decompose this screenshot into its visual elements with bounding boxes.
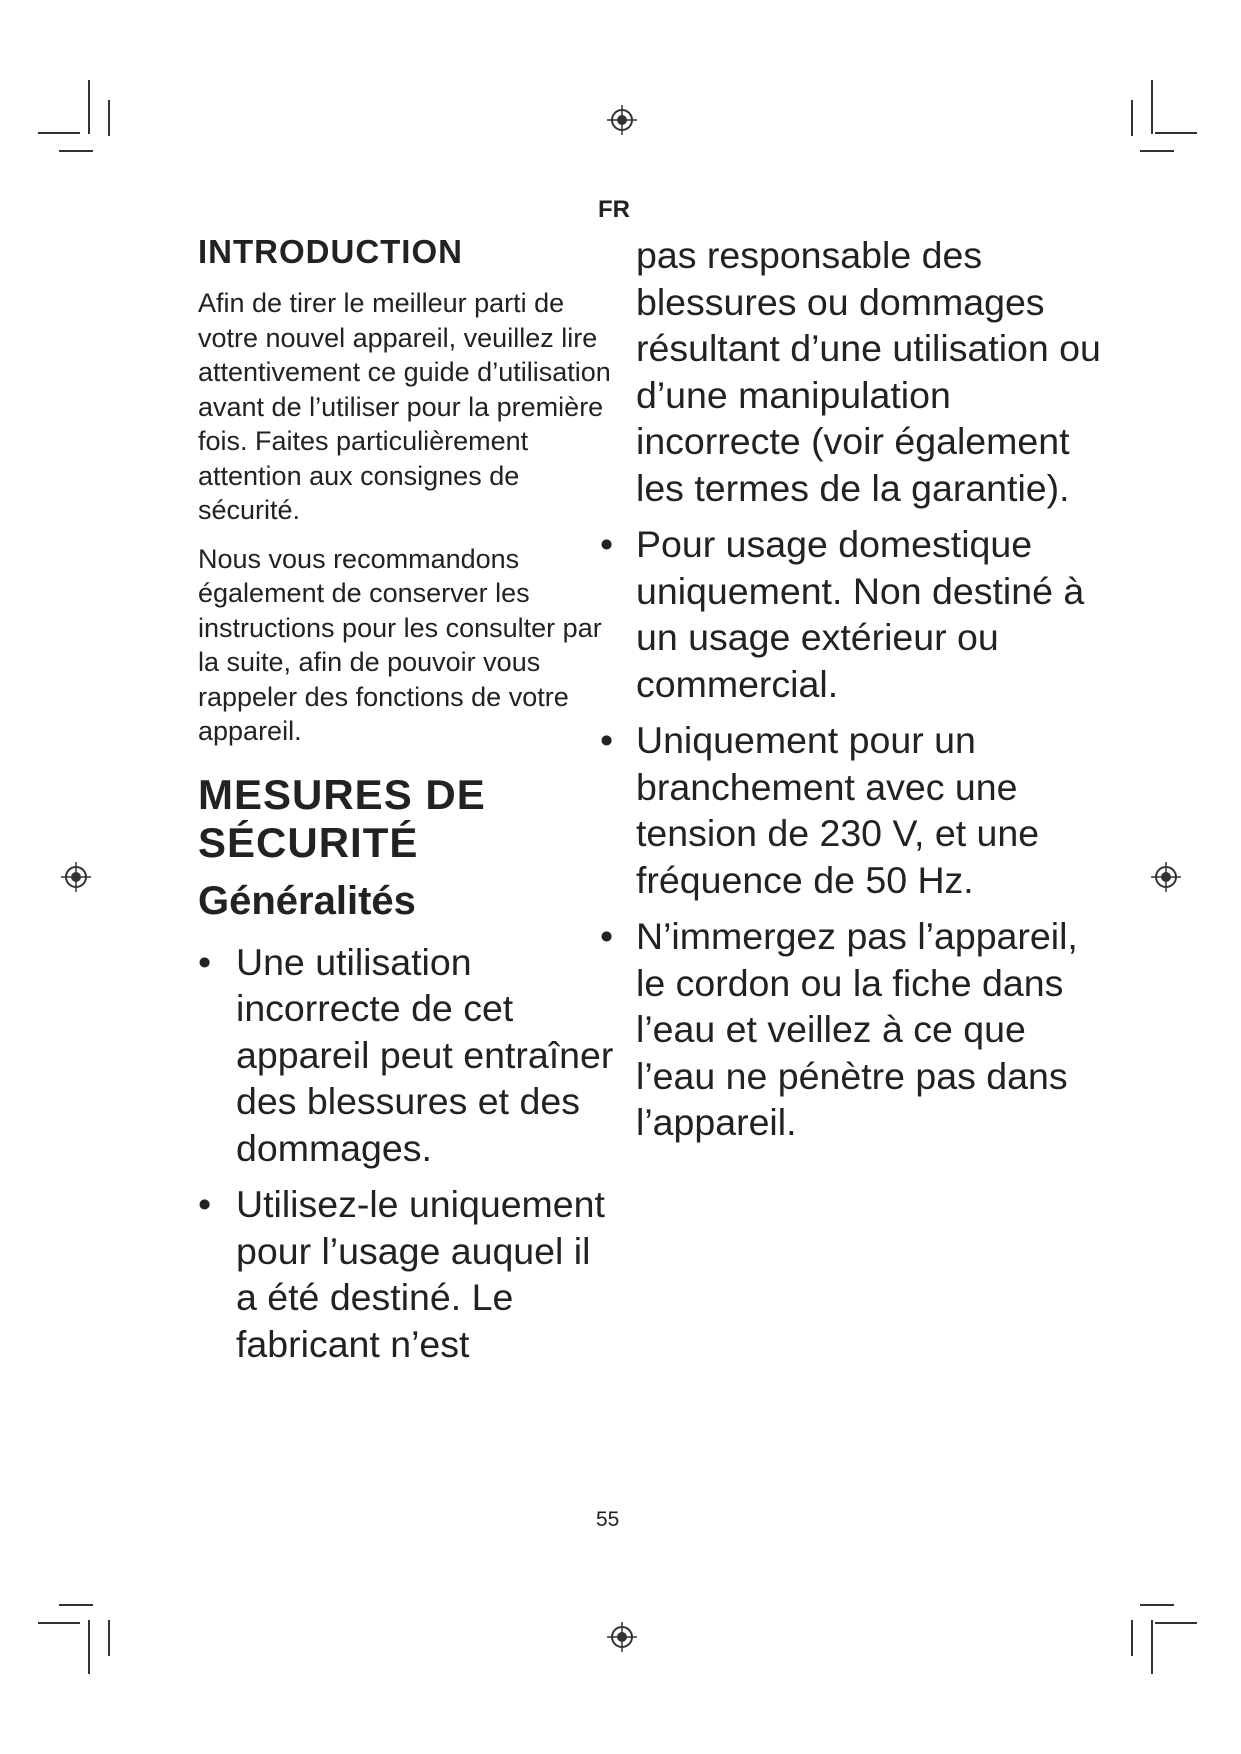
- crop-mark: [59, 1604, 93, 1606]
- left-column: [198, 232, 618, 1377]
- list-item: [600, 521, 1106, 707]
- registration-mark-icon: [607, 1622, 637, 1652]
- list-item: [198, 1181, 618, 1367]
- crop-mark: [88, 80, 90, 134]
- crop-mark: [1131, 1620, 1133, 1656]
- list-item: [600, 913, 1106, 1146]
- crop-mark: [59, 150, 93, 152]
- intro-paragraph: Afin de tirer le meilleur parti de votre nouvel appareil, veuillez lire attentivement ce guide d’utilisation avant de l’utiliser pour la première fois. Faites particulièrement attention aux consignes de sécurité.: [198, 288, 611, 525]
- crop-mark: [38, 1622, 80, 1624]
- crop-mark: [1155, 132, 1197, 134]
- crop-mark: [1140, 1604, 1174, 1606]
- list-item-text: Pour usage domestique uniquement. Non destiné à un usage extérieur ou commercial.: [636, 523, 1085, 705]
- crop-mark: [1151, 1620, 1153, 1674]
- list-item-text: Utilisez-le uniquement pour l’usage auquel il a été destiné. Le fabricant n’est: [236, 1183, 605, 1365]
- crop-mark: [108, 1620, 110, 1656]
- registration-mark-icon: [61, 862, 91, 892]
- list-item-text: N’immergez pas l’appareil, le cordon ou la fiche dans l’eau et veillez à ce que l’eau ne pénètre pas dans l’appareil.: [636, 915, 1078, 1143]
- crop-mark: [88, 1620, 90, 1674]
- bullet-icon: •: [600, 915, 614, 957]
- registration-mark-icon: [1151, 862, 1181, 892]
- list-item-text: Une utilisation incorrecte de cet appareil peut entraîner des blessures et des dommages.: [236, 940, 614, 1169]
- right-column: [600, 232, 1106, 1156]
- crop-mark: [38, 132, 80, 134]
- page-number: 55: [596, 1508, 620, 1531]
- bullet-icon: •: [198, 940, 212, 983]
- registration-mark-icon: [607, 105, 637, 135]
- introduction-heading: INTRODUCTION: [198, 233, 463, 270]
- continued-text: pas responsable des blessures ou dommages résultant d’une utilisation ou d’une manipulation incorrecte (voir également les termes de la garantie).: [636, 234, 1101, 509]
- bullet-icon: •: [600, 719, 614, 761]
- crop-mark: [1140, 150, 1174, 152]
- list-item: [198, 939, 618, 1172]
- bullet-icon: •: [198, 1183, 212, 1225]
- safety-heading: MESURES DE SÉCURITÉ: [198, 770, 486, 866]
- list-item: [600, 717, 1106, 903]
- language-code: FR: [598, 196, 630, 223]
- crop-mark: [108, 100, 110, 136]
- crop-mark: [1131, 100, 1133, 136]
- crop-mark: [1155, 1622, 1197, 1624]
- list-item-text: Uniquement pour un branchement avec une tension de 230 V, et une fréquence de 50 Hz.: [636, 719, 1040, 901]
- crop-mark: [1151, 80, 1153, 134]
- intro-paragraph: Nous vous recommandons également de conserver les instructions pour les consulter par la suite, afin de pouvoir vous rappeler des fonctions de votre appareil.: [198, 543, 602, 746]
- general-heading: Généralités: [198, 878, 416, 923]
- bullet-icon: •: [600, 523, 614, 565]
